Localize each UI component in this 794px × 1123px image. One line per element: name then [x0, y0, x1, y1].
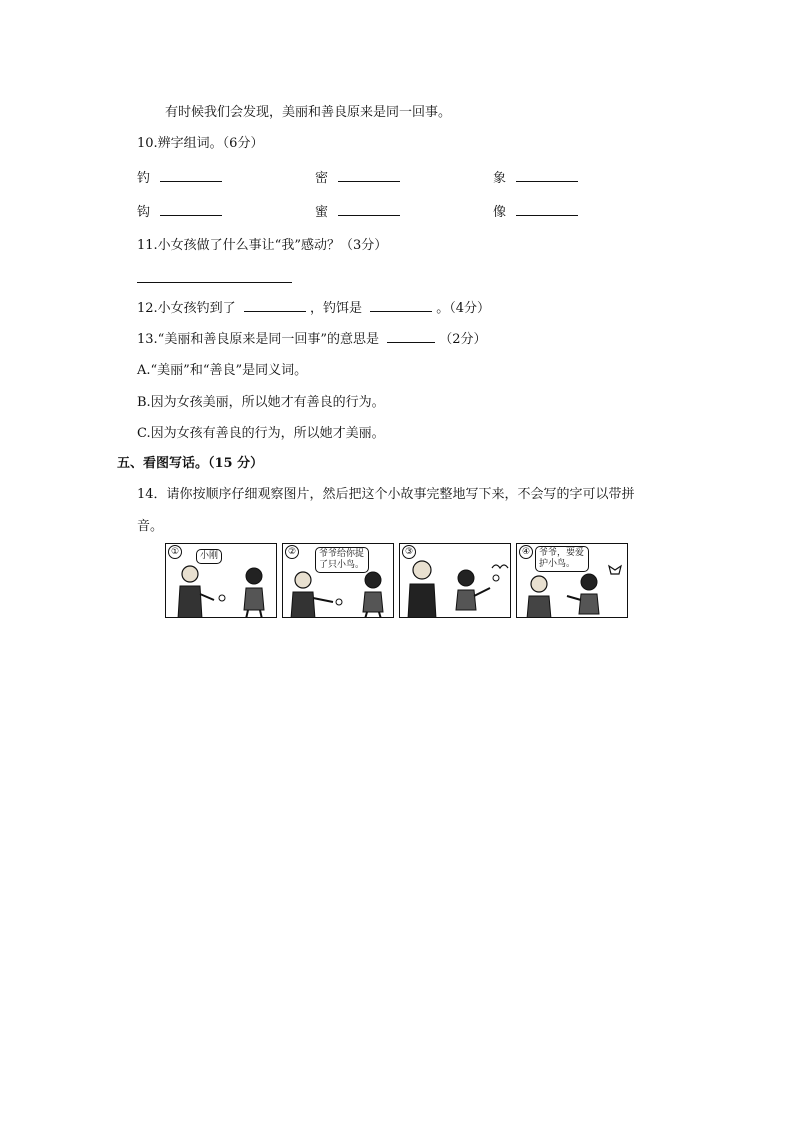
speech-bubble: 爷爷，要爱护小鸟。: [535, 546, 589, 572]
q10-char: 象: [493, 171, 507, 186]
q10-row1-col1: [137, 169, 222, 188]
q11-title: 11.小女孩做了什么事让“我”感动？（3分）: [137, 238, 388, 253]
q13-option-b: B.因为女孩美丽，所以她才有善良的行为。: [137, 395, 385, 410]
section5-title: 五、看图写话。（15 分）: [117, 456, 264, 471]
q12-part2: ，钓饵是: [309, 301, 362, 316]
comic-panel-4: [516, 543, 628, 618]
q10-char: 蜜: [315, 205, 329, 220]
q13-option-a: A.“美丽”和“善良”是同义词。: [137, 363, 308, 378]
q10-row1-col2: [315, 169, 400, 188]
q13-title-text: 13.“美丽和善良原来是同一回事”的意思是: [137, 332, 379, 347]
grandpa-and-boy-illustration: [517, 544, 628, 618]
answer-blank[interactable]: [516, 203, 578, 216]
comic-strip: [165, 543, 631, 620]
grandpa-and-boy-illustration: [166, 544, 277, 618]
panel-number: ②: [285, 545, 299, 559]
panel-number: ③: [402, 545, 416, 559]
q13-score: （2分）: [439, 332, 487, 347]
q10-title: 10.辨字组词。（6分）: [137, 136, 264, 151]
answer-blank[interactable]: [516, 169, 578, 182]
q12-line: [137, 299, 490, 318]
q10-char: 密: [315, 171, 329, 186]
q10-char: 钓: [137, 171, 151, 186]
comic-panel-3: [399, 543, 511, 618]
answer-blank[interactable]: [160, 203, 222, 216]
q11-answer-line[interactable]: [137, 270, 292, 283]
q13-title: [137, 330, 487, 349]
comic-panel-2: [282, 543, 394, 618]
q10-row2-col3: [493, 203, 578, 222]
answer-blank[interactable]: [387, 330, 435, 343]
q10-row2-col2: [315, 203, 400, 222]
q12-part1: 12.小女孩钓到了: [137, 301, 236, 316]
panel-number: ④: [519, 545, 533, 559]
answer-blank[interactable]: [244, 299, 306, 312]
answer-blank[interactable]: [370, 299, 432, 312]
q10-row1-col3: [493, 169, 578, 188]
grandpa-and-boy-illustration: [283, 544, 394, 618]
answer-blank[interactable]: [338, 203, 400, 216]
q10-char: 像: [493, 205, 507, 220]
grandpa-and-boy-illustration: [400, 544, 511, 618]
q10-row2-col1: [137, 203, 222, 222]
q10-char: 钩: [137, 205, 151, 220]
comic-panel-1: [165, 543, 277, 618]
answer-blank[interactable]: [160, 169, 222, 182]
q14-line1: 14．请你按顺序仔细观察图片，然后把这个小故事完整地写下来，不会写的字可以带拼: [137, 487, 635, 502]
panel-number: ①: [168, 545, 182, 559]
speech-bubble: 小刚: [196, 549, 222, 564]
q13-option-c: C.因为女孩有善良的行为，所以她才美丽。: [137, 426, 385, 441]
speech-bubble: 爷爷给你捉了只小鸟。: [315, 547, 369, 573]
intro-line: 有时候我们会发现，美丽和善良原来是同一回事。: [165, 105, 452, 120]
answer-blank[interactable]: [338, 169, 400, 182]
q12-part3: 。（4分）: [436, 301, 491, 316]
q14-line2: 音。: [137, 519, 164, 534]
